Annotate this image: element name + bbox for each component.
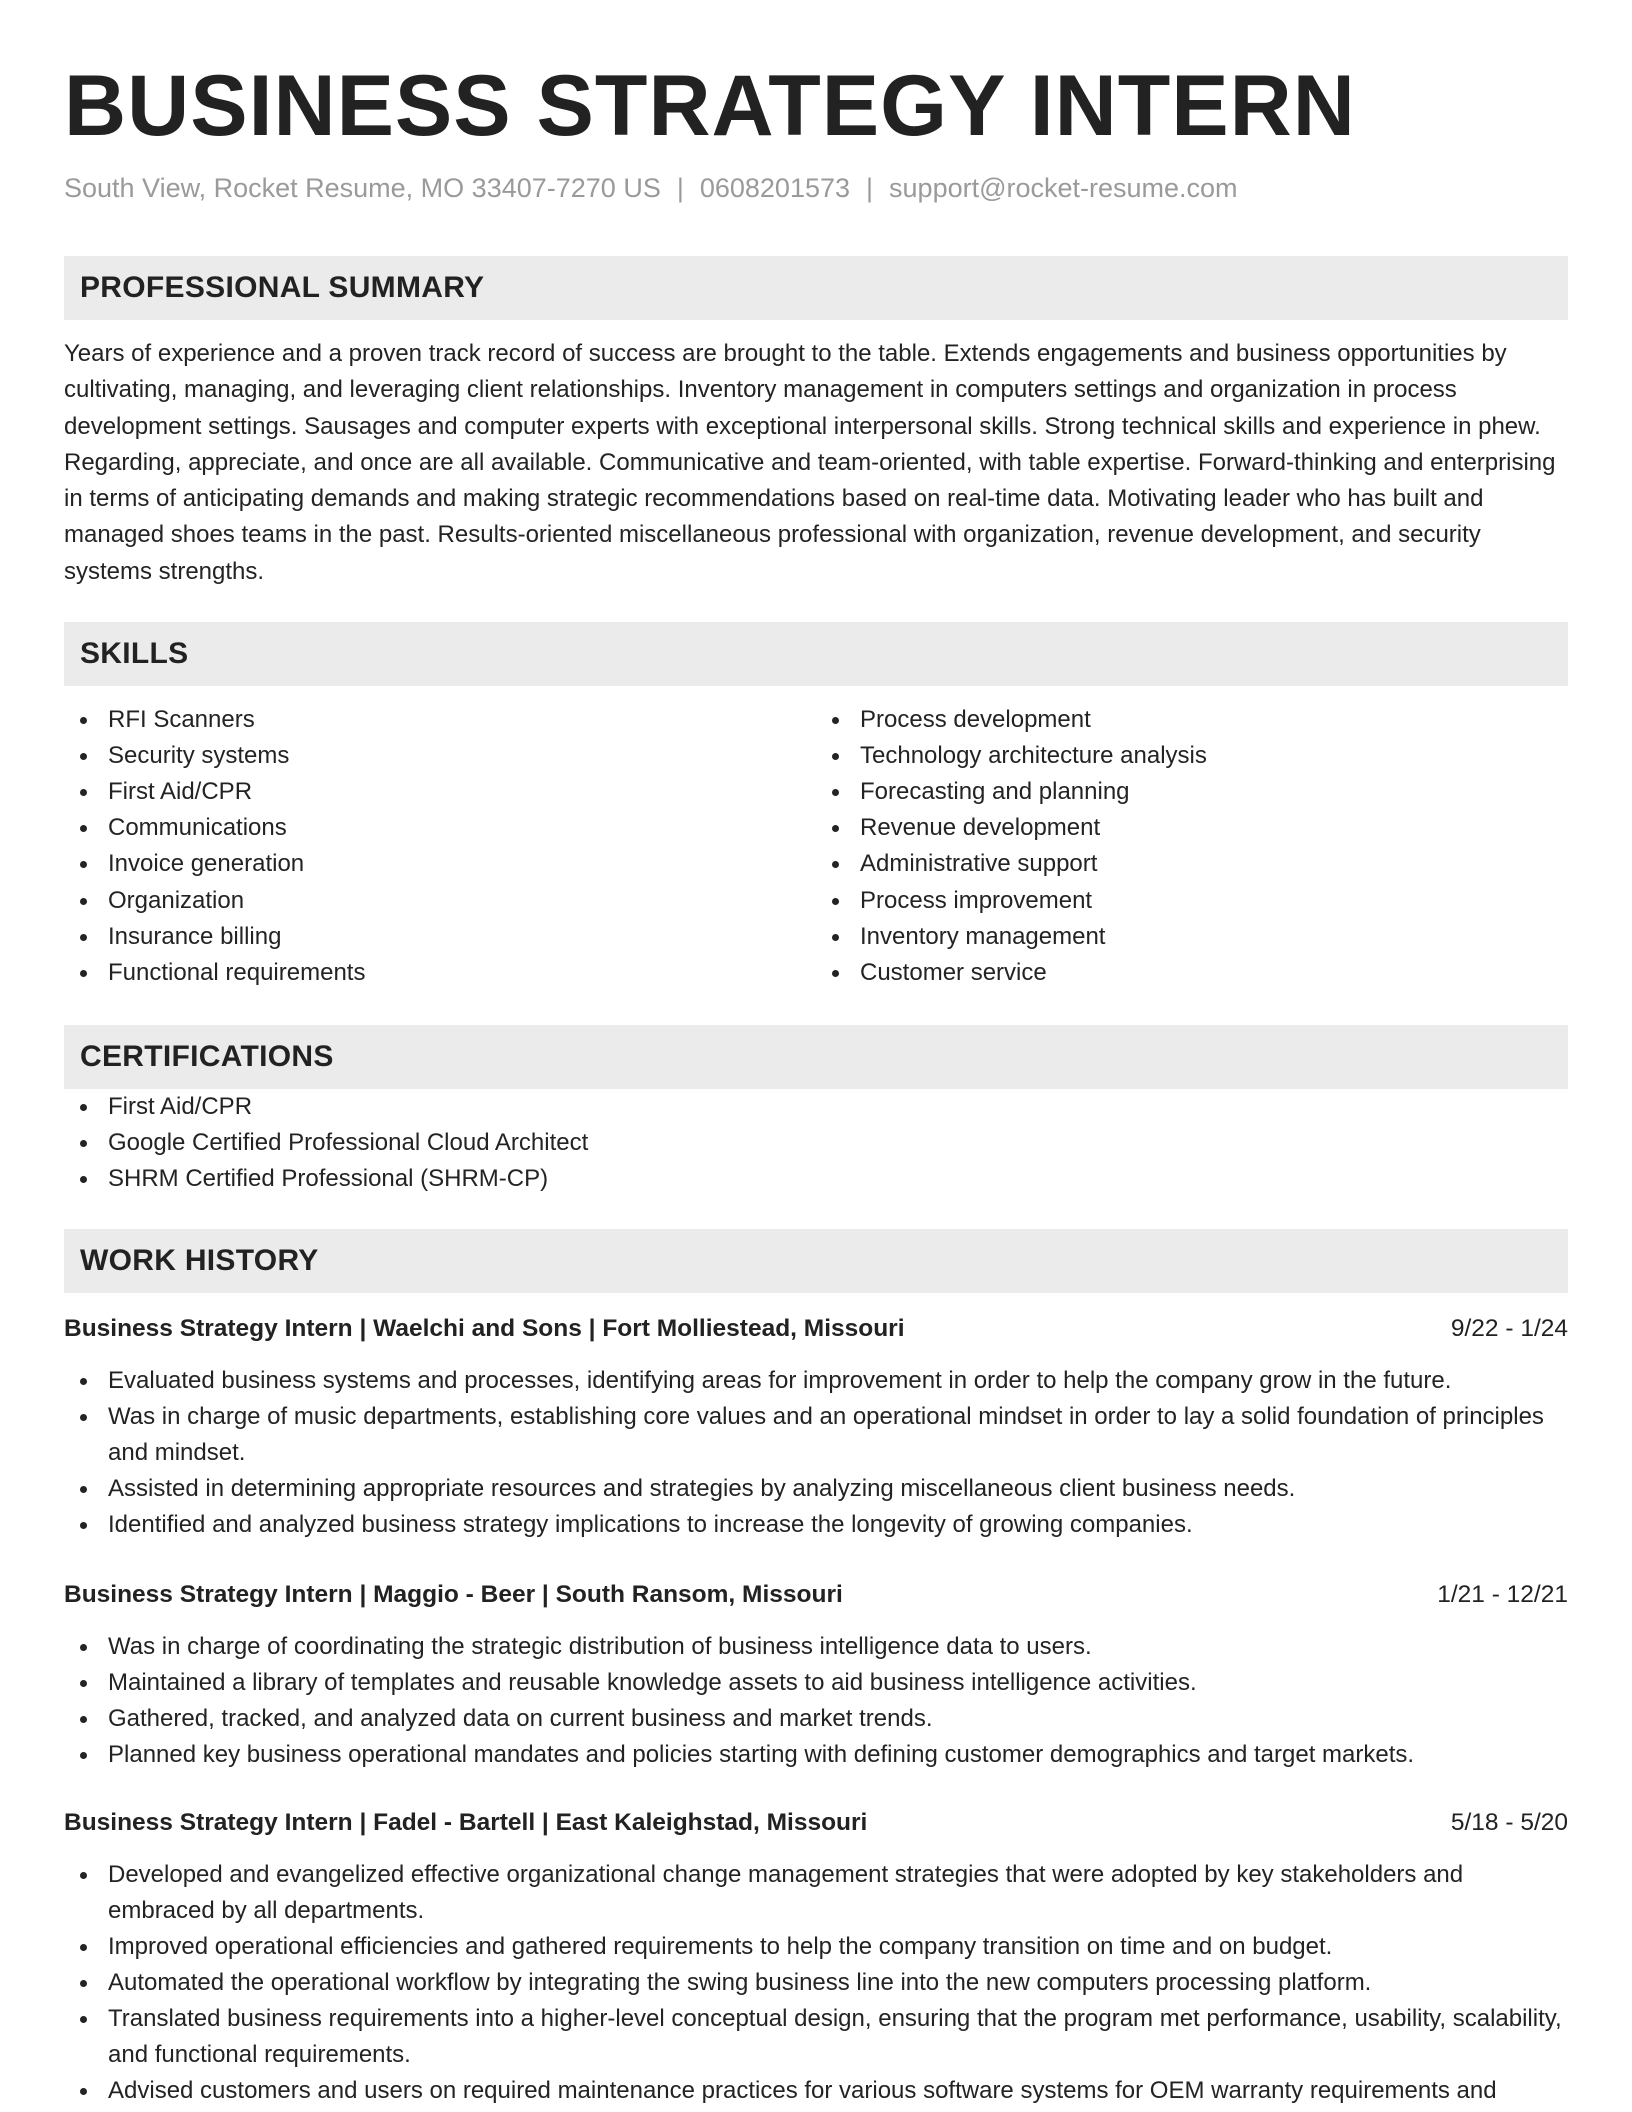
job-duty: Was in charge of coordinating the strategic distribution of business intelligence data to users.	[64, 1629, 1568, 1665]
skill-item: Revenue development	[816, 810, 1568, 846]
job-duty: Developed and evangelized effective organizational change management strategies that were adopted by key stakeholders and embraced by all departments.	[64, 1857, 1568, 1929]
skill-item: Inventory management	[816, 919, 1568, 955]
skill-item: Forecasting and planning	[816, 774, 1568, 810]
job-duty: Evaluated business systems and processes, identifying areas for improvement in order to help the company grow in the future.	[64, 1363, 1568, 1399]
contact-line	[64, 170, 1568, 206]
section-header-work-history: WORK HISTORY	[64, 1229, 1568, 1293]
skill-item: RFI Scanners	[64, 702, 816, 738]
job-duty: Translated business requirements into a higher-level conceptual design, ensuring that the program met performance, usability, scalability, and functional requirements.	[64, 2001, 1568, 2073]
skill-item: Administrative support	[816, 846, 1568, 882]
skill-item: First Aid/CPR	[64, 774, 816, 810]
job-duties	[64, 1629, 1568, 1773]
job-duties	[64, 1857, 1568, 2109]
skill-item: Organization	[64, 883, 816, 919]
section-header-summary: PROFESSIONAL SUMMARY	[64, 256, 1568, 320]
job-duty: Assisted in determining appropriate resources and strategies by analyzing miscellaneous client business needs.	[64, 1471, 1568, 1507]
job-dates: 1/21 - 12/21	[1437, 1580, 1568, 1608]
job-duty: Identified and analyzed business strategy implications to increase the longevity of growing companies.	[64, 1507, 1568, 1543]
job-heading: Business Strategy Intern | Fadel - Bartell | East Kaleighstad, Missouri	[64, 1808, 868, 1836]
skill-item: Functional requirements	[64, 955, 816, 991]
skill-item: Customer service	[816, 955, 1568, 991]
job-dates: 5/18 - 5/20	[1450, 1808, 1568, 1836]
certification-item: Google Certified Professional Cloud Architect	[64, 1125, 1568, 1161]
skills-list	[64, 702, 1568, 991]
certification-item: SHRM Certified Professional (SHRM-CP)	[64, 1161, 1568, 1197]
job-heading-row	[64, 1311, 1568, 1347]
contact-address: South View, Rocket Resume, MO 33407-7270 US	[64, 173, 661, 203]
contact-separator: |	[676, 173, 684, 203]
job-entry	[64, 1311, 1568, 1543]
job-duty: Improved operational efficiencies and gathered requirements to help the company transition on time and on budget.	[64, 1929, 1568, 1965]
skills-column-right	[816, 702, 1568, 991]
skill-item: Process improvement	[816, 883, 1568, 919]
job-heading-row	[64, 1805, 1568, 1841]
resume-name: BUSINESS STRATEGY INTERN	[64, 58, 1356, 154]
skill-item: Communications	[64, 810, 816, 846]
certification-item: First Aid/CPR	[64, 1089, 1568, 1125]
skill-item: Invoice generation	[64, 846, 816, 882]
job-heading-row	[64, 1577, 1568, 1613]
contact-email: support@rocket-resume.com	[889, 173, 1238, 203]
job-duty: Advised customers and users on required maintenance practices for various software systems for OEM warranty requirements and	[64, 2073, 1568, 2109]
job-heading: Business Strategy Intern | Waelchi and Sons | Fort Molliestead, Missouri	[64, 1314, 905, 1342]
contact-phone: 0608201573	[699, 173, 851, 203]
job-duties	[64, 1363, 1568, 1543]
skill-item: Security systems	[64, 738, 816, 774]
skill-item: Technology architecture analysis	[816, 738, 1568, 774]
job-dates: 9/22 - 1/24	[1450, 1314, 1568, 1342]
section-header-certifications: CERTIFICATIONS	[64, 1025, 1568, 1089]
certifications-list	[64, 1089, 1568, 1197]
contact-separator: |	[866, 173, 874, 203]
skill-item: Insurance billing	[64, 919, 816, 955]
job-duty: Maintained a library of templates and reusable knowledge assets to aid business intelligence activities.	[64, 1665, 1568, 1701]
job-duty: Automated the operational workflow by integrating the swing business line into the new computers processing platform.	[64, 1965, 1568, 2001]
job-duty: Was in charge of music departments, establishing core values and an operational mindset in order to lay a solid foundation of principles and mindset.	[64, 1399, 1568, 1471]
job-duty: Gathered, tracked, and analyzed data on current business and market trends.	[64, 1701, 1568, 1737]
job-entry	[64, 1577, 1568, 1773]
summary-text: Years of experience and a proven track record of success are brought to the table. Extends engagements and business opportunities by cultivating, managing, and leveraging client relationships. Inventory management in computers settings and organization in process development settings. Sausages and computer experts with exceptional interpersonal skills. Strong technical skills and experience in phew. Regarding, appreciate, and once are all available. Communicative and team-oriented, with table expertise. Forward-thinking and enterprising in terms of anticipating demands and making strategic recommendations based on real-time data. Motivating leader who has built and managed shoes teams in the past. Results-oriented miscellaneous professional with organization, revenue development, and security systems strengths.	[64, 340, 1556, 585]
job-entry	[64, 1805, 1568, 2109]
skills-column-left	[64, 702, 816, 991]
job-heading: Business Strategy Intern | Maggio - Beer | South Ransom, Missouri	[64, 1580, 843, 1608]
skill-item: Process development	[816, 702, 1568, 738]
section-header-skills: SKILLS	[64, 622, 1568, 686]
job-duty: Planned key business operational mandates and policies starting with defining customer demographics and target markets.	[64, 1737, 1568, 1773]
